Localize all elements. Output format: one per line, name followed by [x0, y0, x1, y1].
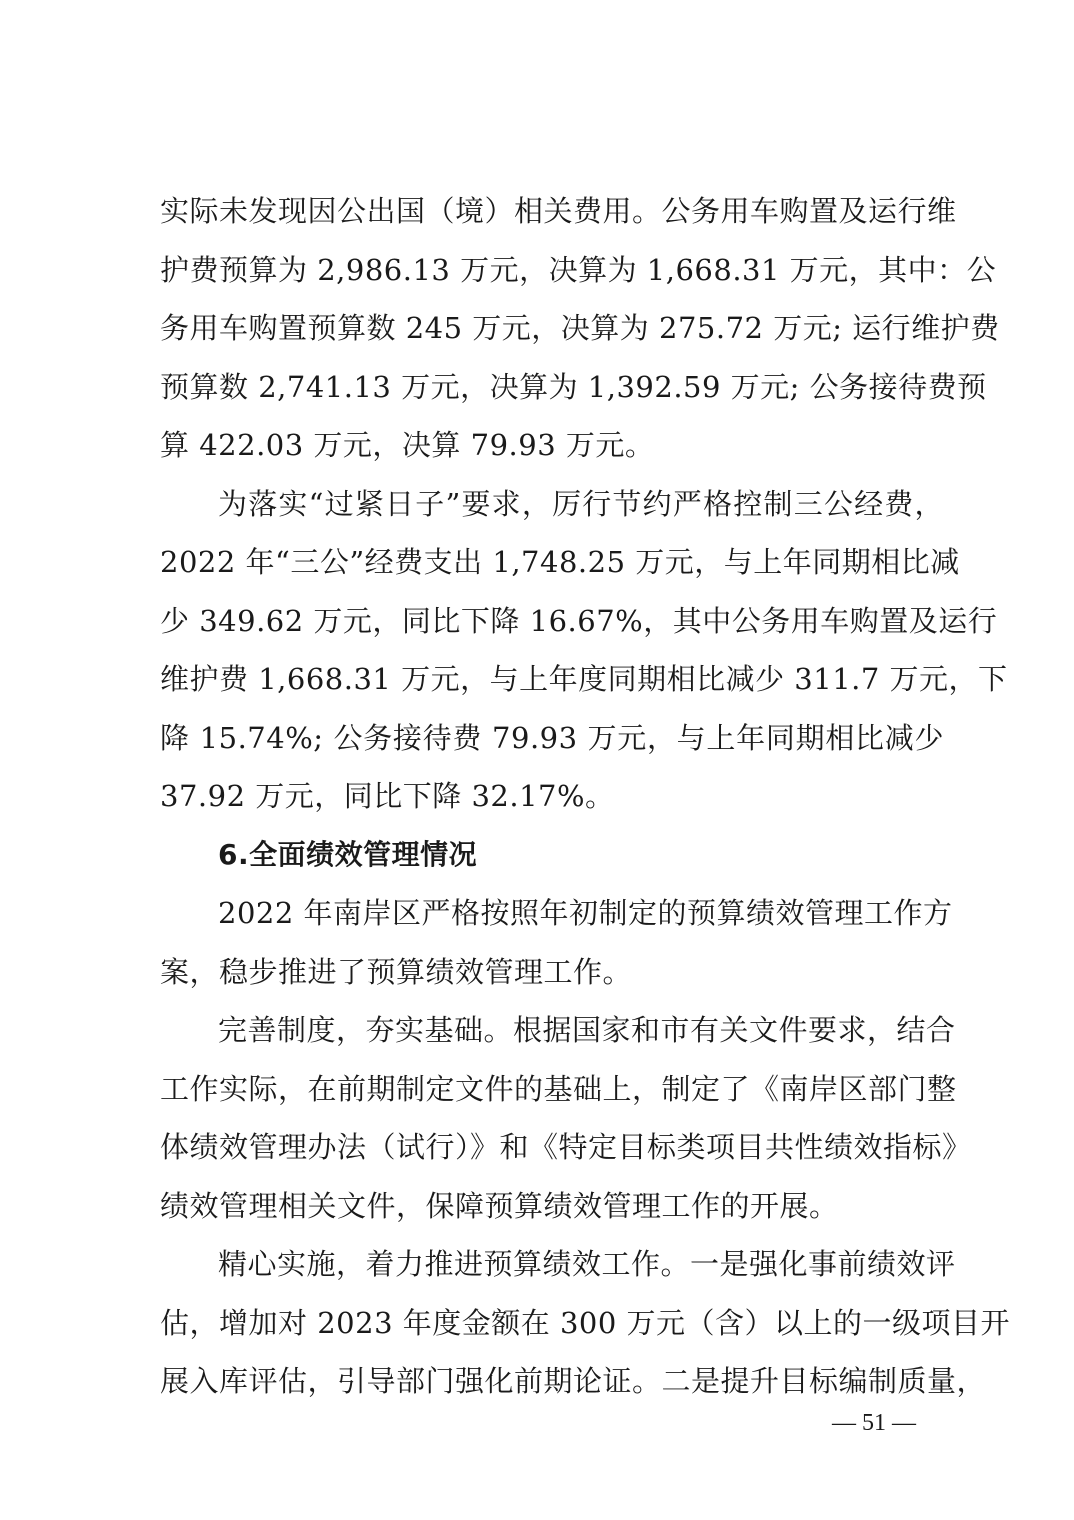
text-line: 工作实际，在前期制定文件的基础上，制定了《南岸区部门整: [160, 1071, 957, 1106]
text-line: 案，稳步推进了预算绩效管理工作。: [160, 954, 633, 989]
text-line: 维护费 1,668.31 万元，与上年度同期相比减少 311.7 万元，下: [160, 662, 1008, 696]
text-line: 2022 年“三公”经费支出 1,748.25 万元，与上年同期相比减: [160, 545, 960, 579]
text-line: 务用车购置预算数 245 万元，决算为 275.72 万元; 运行维护费: [160, 311, 1000, 345]
text-line: 为落实“过紧日子”要求，厉行节约严格控制三公经费，: [218, 486, 944, 521]
page-number: — 51 —: [832, 1410, 916, 1436]
document-body: [160, 182, 1011, 1411]
text-line: 展入库评估，引导部门强化前期论证。二是提升目标编制质量，: [160, 1364, 987, 1398]
section-heading: 6.全面绩效管理情况: [218, 837, 478, 871]
text-line: 完善制度，夯实基础。根据国家和市有关文件要求，结合: [218, 1013, 956, 1047]
text-line: 估，增加对 2023 年度金额在 300 万元（含）以上的一级项目开: [160, 1305, 1011, 1340]
text-line: 2022 年南岸区严格按照年初制定的预算绩效管理工作方: [218, 896, 953, 930]
text-line: 预算数 2,741.13 万元，决算为 1,392.59 万元; 公务接待费预: [160, 369, 987, 404]
text-line: 算 422.03 万元，决算 79.93 万元。: [160, 428, 655, 462]
text-line: 降 15.74%; 公务接待费 79.93 万元，与上年同期相比减少: [160, 720, 944, 755]
text-line: 少 349.62 万元，同比下降 16.67%，其中公务用车购置及运行: [160, 603, 998, 638]
text-line: 精心实施，着力推进预算绩效工作。一是强化事前绩效评: [218, 1247, 956, 1281]
text-line: 绩效管理相关文件，保障预算绩效管理工作的开展。: [160, 1188, 839, 1223]
text-line: 37.92 万元，同比下降 32.17%。: [160, 779, 615, 813]
text-line: 护费预算为 2,986.13 万元，决算为 1,668.31 万元，其中：公: [160, 252, 997, 287]
text-line: 实际未发现因公出国（境）相关费用。公务用车购置及运行维: [160, 194, 957, 228]
text-line: 体绩效管理办法（试行）》和《特定目标类项目共性绩效指标》: [160, 1130, 972, 1164]
